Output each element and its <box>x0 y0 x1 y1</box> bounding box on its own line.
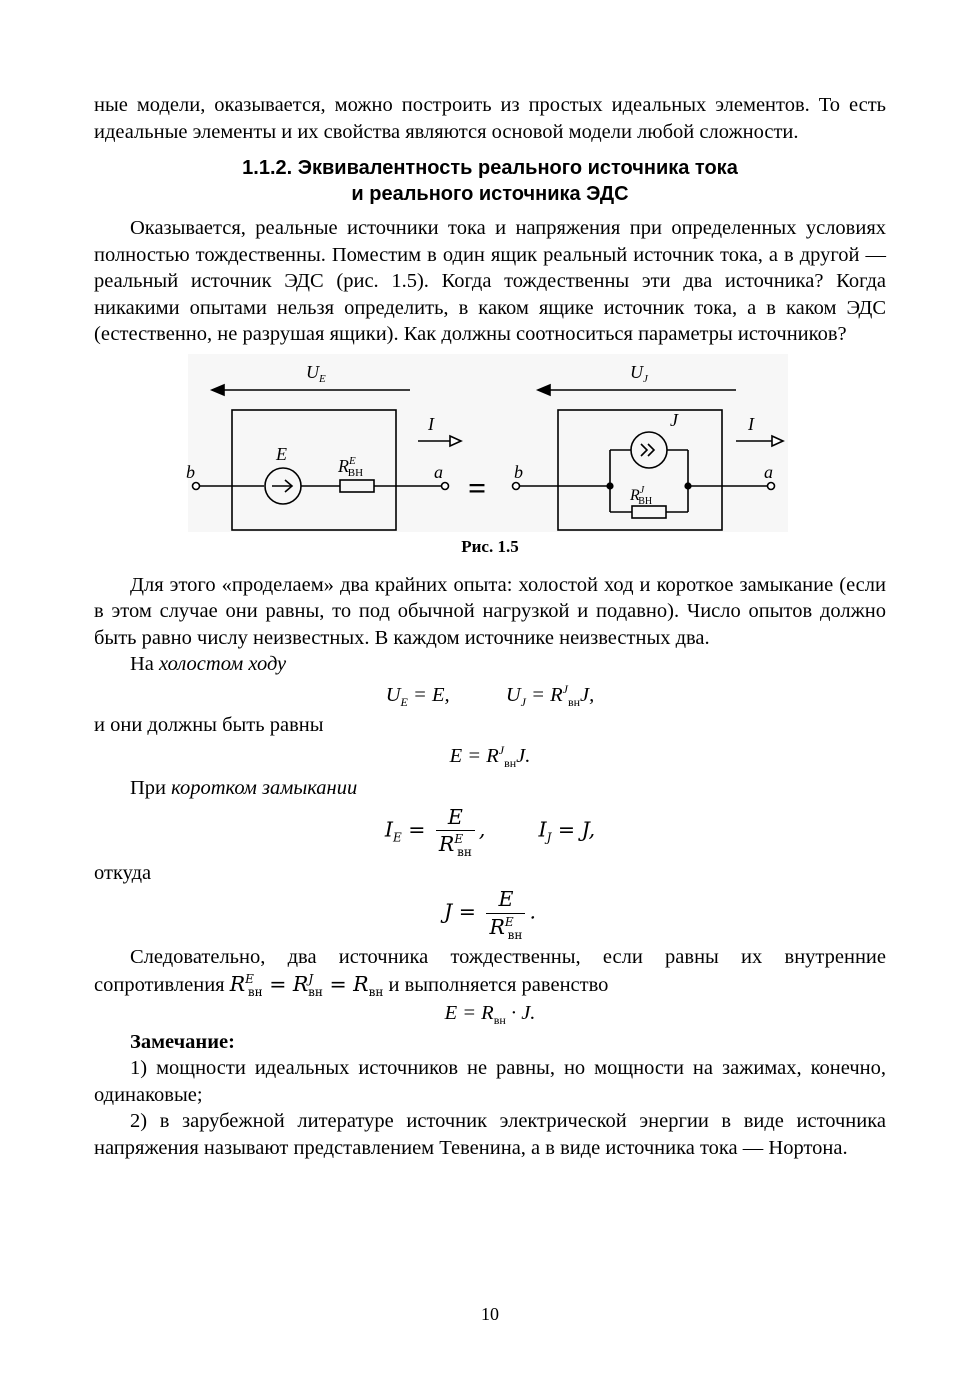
right-resistor-label: $R^J$ ВН <box>630 484 653 507</box>
right-terminal-b <box>513 482 520 489</box>
remark-1: 1) мощности идеальных источников не равны, но мощности на зажимах, конечно, одинаковые; <box>94 1057 886 1106</box>
paragraph-2: Для этого «проделаем» два крайних опыта: холостой ход и короткое замыкание (если в этом случае они равны, то под обычной нагрузкой и подавно). Число опытов должно быть равно числу неизвестных. В каждом источнике неизвестных два. <box>94 573 886 649</box>
formula-e-rvn-j: $E = R_{вн} \cdot J$. <box>444 1002 536 1028</box>
right-voltage-label: $U_J$ <box>630 361 648 385</box>
short-circuit-line <box>94 775 886 802</box>
formula-open-circuit <box>94 682 886 709</box>
figure-background <box>188 354 788 532</box>
left-terminal-a <box>442 482 449 489</box>
open-circuit-line <box>94 651 886 678</box>
right-node-left <box>607 483 613 489</box>
right-current-label: I <box>748 413 754 434</box>
left-source-label: E <box>276 443 287 464</box>
intro-paragraph: ные модели, оказывается, можно построить из простых идеальных элементов. То есть идеальные элементы и их свойства являются основой модели любой сложности. <box>94 94 886 143</box>
left-resistor-label: $R^E$ ВН <box>338 454 364 479</box>
left-node-b: b <box>186 461 195 482</box>
section-heading-line1: 1.1.2. Эквивалентность реального источника тока <box>242 157 738 179</box>
open-circuit-term: холостом ходу <box>159 653 287 675</box>
text-whence: откуда <box>94 861 152 884</box>
formula-uj: $U_J = R^J_{вн}J$, <box>505 681 595 709</box>
right-terminal-a <box>768 482 775 489</box>
page-number: 10 <box>481 1304 499 1324</box>
page-content <box>94 92 886 1161</box>
figure-1-5 <box>94 354 886 532</box>
left-terminal-b <box>193 482 200 489</box>
figure-caption: Рис. 1.5 <box>461 536 519 556</box>
paragraph-1: Оказывается, реальные источники тока и напряжения при определенных условиях полностью тождественны. Поместим в один ящик реальный источник тока, а в другой — реальный источник ЭДС (рис. 1.5). Когда тождественны эти два источника? Когда никакими опытами нельзя определить, в каком ящике источник тока, а в каком ЭДС (естественно, не разрушая ящики). Как должны соотноситься параметры источников? <box>94 217 886 345</box>
formula-short-circuit: $I_E$ = $\frac{E}{R^E_{вн}}$ , $I_J = J$, <box>384 804 596 860</box>
fraction-ie: $\frac{E}{R^E_{вн}}$ <box>436 804 475 858</box>
formula-j: J = $\frac{E}{R^E_{вн}}$ . <box>444 887 536 942</box>
section-heading-line2: и реального источника ЭДС <box>351 183 629 205</box>
open-circuit-lead: На <box>130 653 154 675</box>
short-circuit-lead: При <box>130 777 167 799</box>
fraction-j: $\frac{E}{R^E_{вн}}$ <box>486 886 525 940</box>
right-node-b: b <box>514 461 523 482</box>
formula-equality: $E = R^J_{вн}J$. <box>449 742 531 770</box>
remark-title: Замечание: <box>130 1030 235 1053</box>
left-node-a: a <box>434 461 443 482</box>
resistance-equality: $R^E_{вн} = R^J_{вн} = R_{вн}$ <box>229 971 384 999</box>
left-current-label: I <box>428 413 434 434</box>
text-equal: и они должны быть равны <box>94 714 324 736</box>
right-node-a: a <box>764 461 773 482</box>
paragraph-3: Следовательно, два источника тождественны, если равны их внутренние сопротивления $R^E_{вн} = R^J_{вн} = R_{вн}$ и выполняется равенство <box>94 946 886 999</box>
left-voltage-label: $U_E$ <box>306 361 326 385</box>
short-circuit-term: коротком замыкании <box>171 777 358 799</box>
circuit-diagram <box>188 354 788 532</box>
section-heading <box>94 155 886 207</box>
formula-ue: $U_E = E$, <box>385 683 450 709</box>
remark-2: 2) в зарубежной литературе источник электрической энергии в виде источника напряжения называют представлением Тевенина, а в виде источника тока — Нортона. <box>94 1110 886 1159</box>
equivalence-sign: = <box>468 469 487 506</box>
right-source-label: J <box>670 409 678 430</box>
